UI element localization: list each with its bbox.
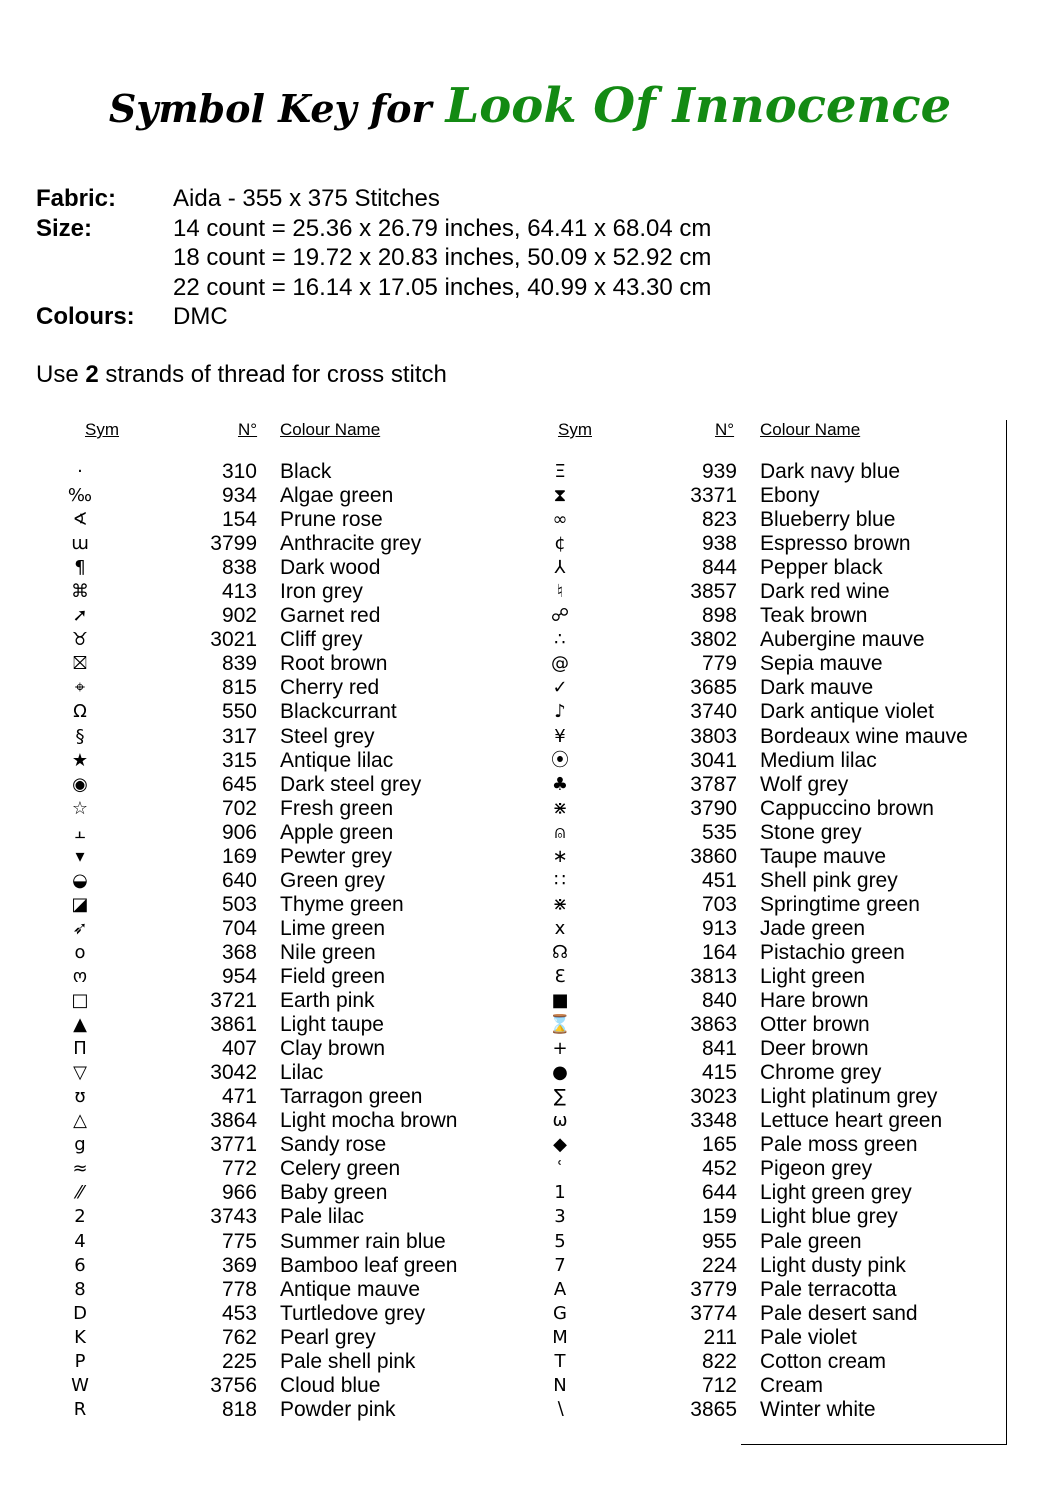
colour-name-cell: Pigeon grey bbox=[760, 1157, 873, 1181]
colour-name-cell: Pale lilac bbox=[280, 1205, 365, 1229]
page-title bbox=[0, 78, 1060, 134]
colour-name-cell: Chrome grey bbox=[760, 1061, 882, 1085]
colour-name-cell: Dark antique violet bbox=[760, 700, 934, 724]
dmc-number-cell: 169 bbox=[221, 844, 257, 868]
symbol-cell: ∴ bbox=[554, 629, 566, 651]
dmc-number-cell: 902 bbox=[221, 604, 257, 628]
dmc-number-cell: 165 bbox=[701, 1133, 737, 1157]
colour-name-cell: Iron grey bbox=[280, 580, 363, 604]
dmc-number-cell: 844 bbox=[701, 556, 737, 580]
colour-name-cell: Jade green bbox=[760, 916, 866, 940]
symbol-cell: ▾ bbox=[75, 845, 85, 867]
dmc-number-cell: 3348 bbox=[690, 1109, 737, 1133]
colour-name-cell: Dark wood bbox=[280, 556, 381, 580]
symbol-cell: ★ bbox=[71, 749, 89, 771]
colour-name-cell: Clay brown bbox=[280, 1037, 386, 1061]
symbol-cell: ∖ bbox=[554, 1398, 566, 1420]
dmc-number-cell: 823 bbox=[701, 508, 737, 532]
colour-name-cell: Springtime green bbox=[760, 892, 920, 916]
dmc-number-cell: 3042 bbox=[210, 1061, 257, 1085]
dmc-number-cell: 310 bbox=[221, 460, 257, 483]
dmc-number-cell: 225 bbox=[221, 1349, 257, 1373]
colour-name-cell: Pale violet bbox=[760, 1325, 857, 1349]
symbol-cell: ⦿ bbox=[551, 749, 569, 771]
size-18-count: 18 count = 19.72 x 20.83 inches, 50.09 x 52.92 cm bbox=[173, 244, 712, 271]
colour-name-cell: Stone grey bbox=[760, 820, 862, 844]
colour-name-cell: Black bbox=[280, 460, 332, 483]
symbol-cell: 4 bbox=[74, 1230, 86, 1252]
dmc-number-cell: 3685 bbox=[690, 676, 737, 700]
dmc-number-cell: 841 bbox=[701, 1037, 737, 1061]
symbol-cell: ✓ bbox=[552, 677, 568, 699]
colour-name-cell: Garnet red bbox=[280, 604, 381, 628]
symbol-cell: ⁄⁄ bbox=[76, 1182, 83, 1204]
colour-name-cell: Ebony bbox=[760, 484, 820, 508]
colour-name-cell: Sepia mauve bbox=[760, 652, 883, 676]
symbol-cell: D bbox=[73, 1302, 87, 1324]
colour-name-cell: Pewter grey bbox=[280, 844, 393, 868]
colour-name-cell: Pale shell pink bbox=[280, 1349, 416, 1373]
symbol-cell: M bbox=[552, 1326, 568, 1348]
symbol-cell: W bbox=[71, 1374, 89, 1396]
symbol-cell: + bbox=[552, 1038, 568, 1060]
fabric-label: Fabric: bbox=[36, 185, 117, 212]
strands-note: Use 2 strands of thread for cross stitch bbox=[36, 361, 447, 388]
dmc-number-cell: 955 bbox=[701, 1229, 737, 1253]
colour-name-cell: Cloud blue bbox=[280, 1373, 381, 1397]
colour-name-cell: Light green bbox=[760, 964, 866, 988]
colour-name-cell: Medium lilac bbox=[760, 748, 877, 772]
colour-name-cell: Cherry red bbox=[280, 676, 380, 700]
strand-count: 2 bbox=[85, 361, 99, 388]
dmc-number-cell: 3864 bbox=[210, 1109, 257, 1133]
colour-name-cell: Thyme green bbox=[280, 892, 404, 916]
colour-name-cell: Lime green bbox=[280, 916, 386, 940]
symbol-cell: g bbox=[74, 1134, 86, 1156]
colour-name-cell: Anthracite grey bbox=[280, 532, 422, 556]
symbol-cell: ♉ bbox=[71, 629, 89, 651]
dmc-number-cell: 778 bbox=[221, 1277, 257, 1301]
dmc-number-cell: 966 bbox=[221, 1181, 257, 1205]
dmc-number-cell: 822 bbox=[701, 1349, 737, 1373]
dmc-number-cell: 3803 bbox=[690, 724, 737, 748]
colour-name-cell: Dark red wine bbox=[760, 580, 890, 604]
dmc-number-cell: 934 bbox=[221, 484, 257, 508]
symbol-cell: ◪ bbox=[71, 893, 89, 915]
colour-name-cell: Fresh green bbox=[280, 796, 394, 820]
dmc-number-cell: 3771 bbox=[210, 1133, 257, 1157]
dmc-number-cell: 154 bbox=[221, 508, 257, 532]
symbol-cell: ⌘ bbox=[71, 581, 89, 603]
symbol-cell: ♣ bbox=[551, 773, 569, 795]
dmc-number-cell: 954 bbox=[221, 964, 257, 988]
symbol-cell: ♮ bbox=[556, 581, 564, 603]
colour-name-cell: Wolf grey bbox=[760, 772, 849, 796]
size-14-count: 14 count = 25.36 x 26.79 inches, 64.41 x 68.04 cm bbox=[173, 214, 712, 242]
colour-name-cell: Dark steel grey bbox=[280, 772, 422, 796]
symbol-cell: Ω bbox=[73, 701, 87, 723]
colour-name-cell: Green grey bbox=[280, 868, 386, 892]
symbol-cell: ⧗ bbox=[553, 485, 567, 507]
dmc-number-cell: 3756 bbox=[210, 1373, 257, 1397]
symbol-cell: ≈ bbox=[72, 1158, 88, 1180]
colours-value: DMC bbox=[173, 303, 228, 330]
dmc-number-cell: 3041 bbox=[690, 748, 737, 772]
dmc-number-cell: 503 bbox=[221, 892, 257, 916]
dmc-number-cell: 211 bbox=[703, 1325, 737, 1349]
symbol-cell: ʊ bbox=[74, 1086, 86, 1108]
dmc-number-cell: 840 bbox=[701, 989, 737, 1013]
symbol-cell: 1 bbox=[554, 1182, 566, 1204]
dmc-number-cell: 704 bbox=[221, 916, 257, 940]
dmc-number-cell: 369 bbox=[221, 1253, 257, 1277]
colour-name-cell: Blueberry blue bbox=[760, 508, 896, 532]
symbol-cell: § bbox=[75, 725, 85, 747]
symbol-cell: @ bbox=[551, 653, 569, 675]
header-sym-right: Sym bbox=[558, 420, 592, 439]
colour-name-cell: Pale desert sand bbox=[760, 1301, 918, 1325]
dmc-number-cell: 3021 bbox=[210, 628, 257, 652]
colour-name-cell: Bamboo leaf green bbox=[280, 1253, 458, 1277]
symbol-cell: 7 bbox=[554, 1254, 566, 1276]
dmc-number-cell: 775 bbox=[221, 1229, 257, 1253]
symbol-cell: ɯ bbox=[71, 533, 89, 555]
colour-name-cell: Light taupe bbox=[280, 1013, 384, 1037]
colour-name-cell: Summer rain blue bbox=[280, 1229, 446, 1253]
symbol-cell: ◉ bbox=[72, 773, 88, 795]
symbol-cell: ☍ bbox=[550, 605, 570, 627]
dmc-number-cell: 3799 bbox=[210, 532, 257, 556]
colour-name-cell: Pale terracotta bbox=[760, 1277, 897, 1301]
colour-name-cell: Pale moss green bbox=[760, 1133, 918, 1157]
symbol-cell: T bbox=[554, 1350, 566, 1372]
fabric-value: Aida - 355 x 375 Stitches bbox=[173, 185, 440, 212]
dmc-number-cell: 413 bbox=[221, 580, 257, 604]
dmc-number-cell: 3740 bbox=[690, 700, 737, 724]
colour-name-cell: Espresso brown bbox=[760, 532, 911, 556]
symbol-cell: ∞ bbox=[552, 509, 568, 531]
symbol-cell: ⋇ bbox=[552, 893, 568, 915]
colour-name-cell: Antique lilac bbox=[280, 748, 394, 772]
dmc-number-cell: 898 bbox=[701, 604, 737, 628]
symbol-cell: ∑ bbox=[553, 1086, 567, 1108]
colour-name-cell: Dark navy blue bbox=[760, 460, 901, 483]
colour-name-cell: Sandy rose bbox=[280, 1133, 387, 1157]
symbol-cell: ω bbox=[552, 1110, 568, 1132]
dmc-number-cell: 703 bbox=[701, 892, 737, 916]
symbol-cell: ▽ bbox=[73, 1062, 87, 1084]
colour-name-cell: Light mocha brown bbox=[280, 1109, 458, 1133]
colour-name-cell: Field green bbox=[280, 964, 386, 988]
colour-name-cell: Pale green bbox=[760, 1229, 862, 1253]
dmc-number-cell: 452 bbox=[701, 1157, 737, 1181]
symbol-cell: ♪ bbox=[554, 701, 566, 723]
colour-name-cell: Light blue grey bbox=[760, 1205, 898, 1229]
symbol-cell: ⫠ bbox=[74, 821, 86, 843]
symbol-cell: ☆ bbox=[71, 797, 89, 819]
colour-name-cell: Light dusty pink bbox=[760, 1253, 906, 1277]
symbol-cell: ¥ bbox=[554, 725, 566, 747]
symbol-cell: ■ bbox=[551, 990, 569, 1012]
dmc-number-cell: 471 bbox=[221, 1085, 257, 1109]
colour-name-cell: Prune rose bbox=[280, 508, 383, 532]
colour-name-cell: Bordeaux wine mauve bbox=[760, 724, 968, 748]
dmc-number-cell: 3023 bbox=[690, 1085, 737, 1109]
symbol-cell: ☊ bbox=[552, 941, 568, 963]
symbol-cell: Ɛ bbox=[554, 965, 566, 987]
colour-name-cell: Lettuce heart green bbox=[760, 1109, 943, 1133]
dmc-number-cell: 702 bbox=[221, 796, 257, 820]
symbol-cell: 3 bbox=[554, 1206, 566, 1228]
colour-name-cell: Pepper black bbox=[760, 556, 883, 580]
symbol-cell: Π bbox=[73, 1038, 87, 1060]
symbol-cell: ¢ bbox=[554, 533, 566, 555]
colour-name-cell: Cappuccino brown bbox=[760, 796, 934, 820]
colour-name-cell: Deer brown bbox=[760, 1037, 869, 1061]
dmc-number-cell: 839 bbox=[221, 652, 257, 676]
header-num-right: N° bbox=[715, 420, 735, 439]
symbol-cell: Ξ bbox=[554, 461, 566, 482]
symbol-cell: ⛝ bbox=[73, 653, 87, 675]
dmc-number-cell: 3743 bbox=[210, 1205, 257, 1229]
dmc-number-cell: 368 bbox=[221, 940, 257, 964]
colour-name-cell: Earth pink bbox=[280, 989, 375, 1013]
symbol-cell: 6 bbox=[74, 1254, 86, 1276]
dmc-number-cell: 640 bbox=[221, 868, 257, 892]
dmc-number-cell: 164 bbox=[701, 940, 737, 964]
colour-name-cell: Otter brown bbox=[760, 1013, 870, 1037]
colour-name-cell: Apple green bbox=[280, 820, 394, 844]
symbol-cell: N bbox=[553, 1374, 567, 1396]
dmc-number-cell: 3813 bbox=[690, 964, 737, 988]
colour-name-cell: Dark mauve bbox=[760, 676, 874, 700]
header-name-left: Colour Name bbox=[280, 420, 381, 439]
symbol-cell: ⍝ bbox=[554, 821, 566, 843]
symbol-cell: ⅄ bbox=[554, 557, 566, 579]
dmc-number-cell: 451 bbox=[701, 868, 737, 892]
colour-name-cell: Pearl grey bbox=[280, 1325, 376, 1349]
symbol-cell: 8 bbox=[74, 1278, 86, 1300]
dmc-number-cell: 159 bbox=[701, 1205, 737, 1229]
colour-name-cell: Antique mauve bbox=[280, 1277, 421, 1301]
dmc-number-cell: 407 bbox=[221, 1037, 257, 1061]
colour-name-cell: Light platinum grey bbox=[760, 1085, 938, 1109]
colour-name-cell: Baby green bbox=[280, 1181, 388, 1205]
dmc-number-cell: 3802 bbox=[690, 628, 737, 652]
symbol-cell: · bbox=[77, 461, 83, 482]
dmc-number-cell: 3787 bbox=[690, 772, 737, 796]
colour-name-cell: Cotton cream bbox=[760, 1349, 887, 1373]
colour-name-cell: Pistachio green bbox=[760, 940, 905, 964]
size-22-count: 22 count = 16.14 x 17.05 inches, 40.99 x 43.30 cm bbox=[173, 273, 712, 301]
symbol-cell: ∢ bbox=[72, 509, 88, 531]
colour-name-cell: Celery green bbox=[280, 1157, 401, 1181]
symbol-cell: ‰ bbox=[67, 485, 93, 507]
symbol-cell: ➚ bbox=[72, 605, 88, 627]
dmc-number-cell: 906 bbox=[221, 820, 257, 844]
colour-name-cell: Winter white bbox=[760, 1397, 876, 1421]
dmc-number-cell: 838 bbox=[221, 556, 257, 580]
symbol-cell: ⌖ bbox=[74, 677, 86, 699]
symbol-cell: ⋇ bbox=[552, 797, 568, 819]
symbol-cell: 2 bbox=[74, 1206, 86, 1228]
symbol-cell: ¶ bbox=[74, 557, 86, 579]
dmc-number-cell: 3779 bbox=[690, 1277, 737, 1301]
symbol-cell: G bbox=[553, 1302, 567, 1324]
dmc-number-cell: 818 bbox=[221, 1397, 257, 1421]
colour-name-cell: Tarragon green bbox=[280, 1085, 423, 1109]
colour-name-cell: Shell pink grey bbox=[760, 868, 898, 892]
symbol-cell: ◒ bbox=[72, 869, 88, 891]
title-prefix: Symbol Key for bbox=[108, 86, 432, 131]
dmc-number-cell: 453 bbox=[221, 1301, 257, 1325]
colour-name-cell: Lilac bbox=[280, 1061, 324, 1085]
symbol-cell: A bbox=[553, 1278, 567, 1300]
symbol-cell: ⌛ bbox=[548, 1014, 572, 1036]
colours-label: Colours: bbox=[36, 303, 135, 330]
symbol-cell: K bbox=[74, 1326, 86, 1348]
colour-name-cell: Algae green bbox=[280, 484, 394, 508]
dmc-number-cell: 415 bbox=[701, 1061, 737, 1085]
colour-name-cell: Blackcurrant bbox=[280, 700, 397, 724]
dmc-number-cell: 772 bbox=[221, 1157, 257, 1181]
header-num-left: N° bbox=[238, 420, 258, 439]
dmc-number-cell: 3860 bbox=[690, 844, 737, 868]
symbol-cell: ● bbox=[552, 1062, 568, 1084]
dmc-number-cell: 712 bbox=[701, 1373, 737, 1397]
dmc-number-cell: 939 bbox=[701, 460, 737, 483]
dmc-number-cell: 815 bbox=[221, 676, 257, 700]
symbol-cell: P bbox=[74, 1350, 86, 1372]
size-label: Size: bbox=[36, 214, 93, 242]
symbol-cell: ʿ bbox=[557, 1158, 563, 1180]
dmc-number-cell: 535 bbox=[701, 820, 737, 844]
colour-name-cell: Aubergine mauve bbox=[760, 628, 925, 652]
dmc-number-cell: 3861 bbox=[210, 1013, 257, 1037]
colour-name-cell: Root brown bbox=[280, 652, 388, 676]
dmc-number-cell: 913 bbox=[701, 916, 737, 940]
dmc-number-cell: 315 bbox=[221, 748, 257, 772]
header-name-right: Colour Name bbox=[760, 420, 861, 439]
table-border-bottom bbox=[741, 1444, 1007, 1445]
colour-name-cell: Powder pink bbox=[280, 1397, 396, 1421]
dmc-number-cell: 644 bbox=[701, 1181, 737, 1205]
colour-name-cell: Light green grey bbox=[760, 1181, 912, 1205]
colour-name-cell: Teak brown bbox=[760, 604, 868, 628]
symbol-cell: ➶ bbox=[72, 917, 88, 939]
dmc-number-cell: 3371 bbox=[690, 484, 737, 508]
dmc-number-cell: 3865 bbox=[690, 1397, 737, 1421]
colour-name-cell: Taupe mauve bbox=[760, 844, 887, 868]
symbol-cell: ◆ bbox=[553, 1134, 567, 1156]
dmc-number-cell: 317 bbox=[221, 724, 257, 748]
header-sym-left: Sym bbox=[85, 420, 119, 439]
dmc-number-cell: 550 bbox=[221, 700, 257, 724]
dmc-number-cell: 762 bbox=[221, 1325, 257, 1349]
dmc-number-cell: 645 bbox=[221, 772, 257, 796]
pattern-name: Look Of Innocence bbox=[445, 78, 952, 134]
symbol-cell: □ bbox=[71, 990, 89, 1012]
symbol-cell: R bbox=[73, 1398, 87, 1420]
dmc-number-cell: 224 bbox=[701, 1253, 737, 1277]
colour-name-cell: Nile green bbox=[280, 940, 376, 964]
colour-name-cell: Steel grey bbox=[280, 724, 375, 748]
symbol-cell: 5 bbox=[554, 1230, 566, 1252]
dmc-number-cell: 3774 bbox=[690, 1301, 737, 1325]
symbol-cell: ▲ bbox=[73, 1014, 87, 1036]
dmc-number-cell: 938 bbox=[701, 532, 737, 556]
dmc-number-cell: 779 bbox=[701, 652, 737, 676]
dmc-number-cell: 3721 bbox=[210, 989, 257, 1013]
symbol-cell: ∗ bbox=[552, 845, 568, 867]
colour-name-cell: Turtledove grey bbox=[280, 1301, 426, 1325]
symbol-cell: ∷ bbox=[554, 869, 566, 891]
symbol-cell: o bbox=[74, 941, 86, 963]
colour-name-cell: Cliff grey bbox=[280, 628, 363, 652]
colour-name-cell: Cream bbox=[760, 1373, 824, 1397]
table-border-right bbox=[1006, 420, 1007, 1445]
symbol-cell: ო bbox=[72, 965, 88, 987]
dmc-number-cell: 3863 bbox=[690, 1013, 737, 1037]
symbol-cell: x bbox=[554, 917, 566, 939]
symbol-cell: △ bbox=[73, 1110, 87, 1132]
dmc-number-cell: 3857 bbox=[690, 580, 737, 604]
dmc-number-cell: 3790 bbox=[690, 796, 737, 820]
colour-name-cell: Hare brown bbox=[760, 989, 869, 1013]
